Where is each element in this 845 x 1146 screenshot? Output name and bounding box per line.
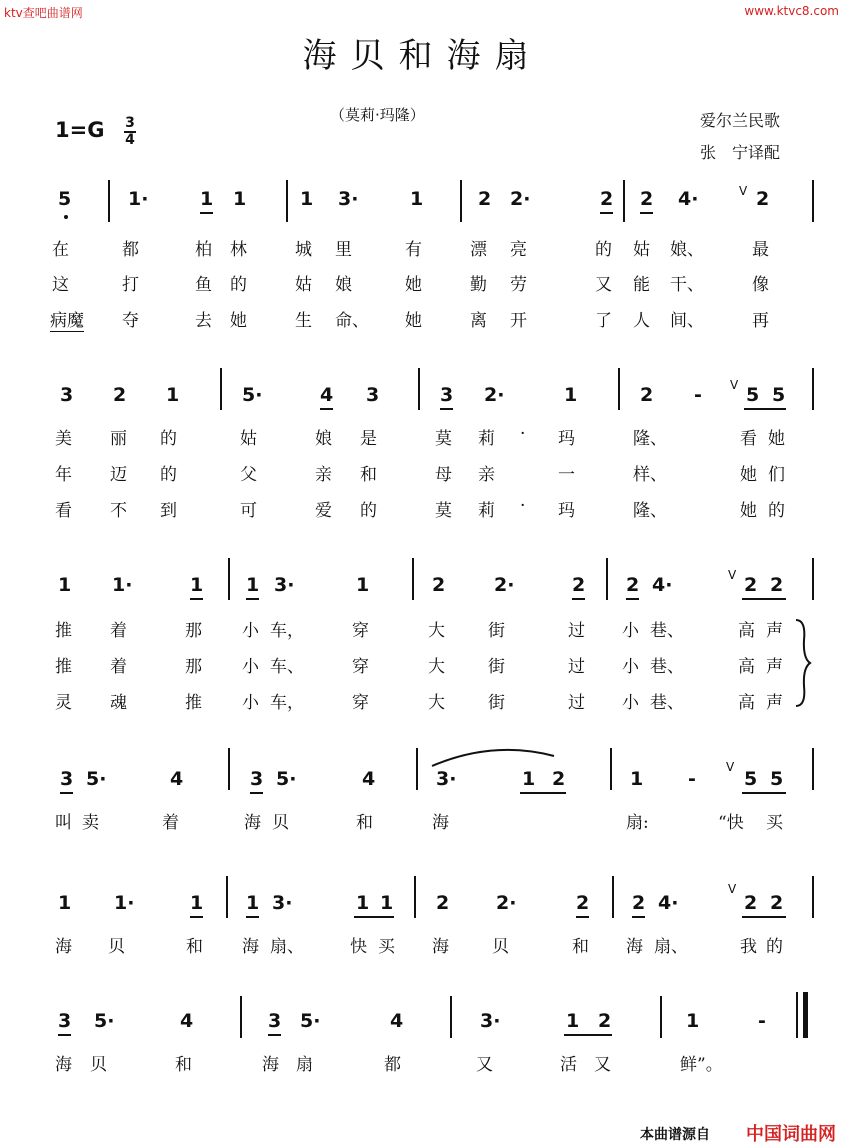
lyric: 着 [110,657,127,677]
note: 1 [246,892,260,914]
lyric: 小 [242,657,259,677]
lyric: 活 [560,1055,577,1075]
lyric: 过 [568,693,585,713]
origin-credit: 爱尔兰民歌 [700,111,781,130]
lyric: 像 [752,275,769,295]
note: 5 [772,384,786,406]
lyric: 在 [52,240,69,260]
lyric: 街 [488,693,505,713]
note: 3· [338,188,359,210]
lyric: 的 [360,501,377,521]
slur [428,744,558,770]
lyric: 贝 [108,937,125,957]
note: 2 [640,188,654,210]
lyric: 开 [510,311,527,331]
lyric: 劳 [510,275,527,295]
note: 2 [632,892,646,914]
lyric: 声 [766,693,783,713]
lyric: 巷、 [650,657,684,677]
note: 3· [436,768,457,790]
note: 4· [652,574,673,596]
time-signature-unit: 4 [125,132,135,148]
lyric: 是 [360,429,377,449]
lyric: 柏 [195,240,212,260]
lyric: 着 [162,813,179,833]
lyric: 着 [110,621,127,641]
lyric: 看 [55,501,72,521]
lyric: 玛 [558,501,575,521]
note: 4· [658,892,679,914]
lyric: 的 [160,465,177,485]
lyric: 美 [55,429,72,449]
note: 1 [190,892,204,914]
lyric: 推 [185,693,202,713]
note: 3 [268,1010,282,1032]
note: 1 [300,188,314,210]
lyric: 车、 [270,657,304,677]
lyric: 高 [738,621,755,641]
lyric: 们 [768,465,785,485]
lyric: 城 [295,240,312,260]
note: 4 [320,384,334,406]
lyric: 穿 [352,621,369,641]
lyric: 大 [428,657,445,677]
note: 2 [552,768,566,790]
lyric: 的 [230,275,247,295]
lyric: 和 [572,937,589,957]
note: 2 [113,384,127,406]
note: 5· [300,1010,321,1032]
lyric: 莉 [478,429,495,449]
note: 4 [362,768,376,790]
lyric: 街 [488,621,505,641]
lyric: 姑 [295,275,312,295]
note: 4 [390,1010,404,1032]
lyric: 过 [568,657,585,677]
note: 1 [410,188,424,210]
lyric: 扇: [626,813,649,833]
lyric: 再 [752,311,769,331]
key-signature: 1=G [55,118,105,142]
note: 1 [566,1010,580,1032]
note: 2 [572,574,586,596]
lyric: 的 [595,240,612,260]
note: 1 [356,892,370,914]
note: 2 [598,1010,612,1032]
lyric: 她 [405,275,422,295]
lyric: 都 [384,1055,401,1075]
note: 1 [522,768,536,790]
lyric: 都 [122,240,139,260]
lyric: 能 [633,275,650,295]
note: - [694,384,702,406]
lyric: 车， [270,693,304,713]
footer-source: 本曲谱源自 [640,1127,710,1143]
lyric: 过 [568,621,585,641]
note: 3 [250,768,264,790]
lyric: 可 [240,501,257,521]
lyric: 和 [360,465,377,485]
lyric: 小 [622,693,639,713]
note: - [688,768,696,790]
lyric: 干、 [670,275,704,295]
note: 1 [380,892,394,914]
note: 1 [233,188,247,210]
note: 1· [112,574,133,596]
note: 2· [510,188,531,210]
lyric: 鱼 [195,275,212,295]
note: 3· [272,892,293,914]
note: 3 [440,384,454,406]
note: 1 [686,1010,700,1032]
time-signature-beats: 3 [125,115,135,131]
note: 1 [58,574,72,596]
note: 5 [744,768,758,790]
lyric: 街 [488,657,505,677]
lyric: 推 [55,657,72,677]
lyric: 莫 [435,501,452,521]
note: 5· [86,768,107,790]
lyric: 鲜”。 [680,1055,723,1075]
lyric: 我 [740,937,757,957]
lyric: 海 [55,937,72,957]
lyric: 买 [766,813,783,833]
lyric: 勤 [470,275,487,295]
lyric: 娘 [335,275,352,295]
lyric: · [520,424,526,444]
lyric: 卖 [82,813,99,833]
note: 1 [564,384,578,406]
note: 1· [114,892,135,914]
lyric: 小 [242,621,259,641]
note: 2 [626,574,640,596]
note: 4 [170,768,184,790]
time-signature [124,116,136,148]
lyric: 夺 [122,311,139,331]
note: 2 [600,188,614,210]
note: 4 [180,1010,194,1032]
lyric: 穿 [352,693,369,713]
lyric: 大 [428,693,445,713]
lyric: 到 [160,501,177,521]
lyric: 命、 [335,311,369,331]
lyric: 人 [633,311,650,331]
lyric: 扇 [296,1055,313,1075]
note: 2 [756,188,770,210]
lyric: 娘 [315,429,332,449]
verse-brace [792,618,812,708]
lyric: 最 [752,240,769,260]
lyric: 她 [230,311,247,331]
note: 3 [60,384,74,406]
note: 5 [746,384,760,406]
lyric: 莫 [435,429,452,449]
note: 2 [744,892,758,914]
lyric: 扇、 [654,937,688,957]
lyric: 高 [738,693,755,713]
lyric: 小 [622,621,639,641]
lyric: 推 [55,621,72,641]
note: 2 [770,892,784,914]
lyric: 那 [185,657,202,677]
lyric: 那 [185,621,202,641]
lyric: 灵 [55,693,72,713]
lyric: 里 [335,240,352,260]
lyric: 巷、 [650,621,684,641]
lyric: 她 [405,311,422,331]
lyric: 海 [242,937,259,957]
lyric: 年 [55,465,72,485]
note: 3 [366,384,380,406]
note: 2· [496,892,517,914]
lyric: 去 [195,311,212,331]
lyric: 大 [428,621,445,641]
lyric: 迈 [110,465,127,485]
lyric: 了 [595,311,612,331]
lyric: 扇、 [270,937,304,957]
lyric: 病魔 [50,306,84,332]
note: 1 [200,188,214,210]
note: 1 [190,574,204,596]
final-barline [803,992,808,1038]
lyric: 小 [622,657,639,677]
note: 3· [274,574,295,596]
lyric: 娘、 [670,240,704,260]
lyric: 海 [432,813,449,833]
lyric: 海 [244,813,261,833]
note: 3 [58,1010,72,1032]
lyric: 莉 [478,501,495,521]
lyric: 一 [558,465,575,485]
lyric: 贝 [90,1055,107,1075]
lyric: 海 [432,937,449,957]
note: 2 [478,188,492,210]
lyric: 玛 [558,429,575,449]
note: 5· [276,768,297,790]
note: 4· [678,188,699,210]
lyric: 隆、 [633,501,667,521]
lyric: 离 [470,311,487,331]
note: 5· [242,384,263,406]
lyric: 母 [435,465,452,485]
song-title: 海贝和海扇 [302,36,543,76]
lyric: 姑 [633,240,650,260]
lyric: 亲 [315,465,332,485]
lyric: 姑 [240,429,257,449]
note: 1 [356,574,370,596]
lyric: 看 [740,429,757,449]
lyric: 和 [186,937,203,957]
lyric: 打 [122,275,139,295]
lyric: 的 [160,429,177,449]
lyric: 爱 [315,501,332,521]
note: 2 [432,574,446,596]
lyric: 有 [405,240,422,260]
note: - [758,1010,766,1032]
translator-credit: 张 宁译配 [700,143,781,162]
lyric: 她 [740,501,757,521]
lyric: 声 [766,621,783,641]
lyric: 海 [626,937,643,957]
lyric: 叫 [55,813,72,833]
lyric: 不 [110,501,127,521]
lyric: 又 [595,275,612,295]
lyric: 买 [378,937,395,957]
lyric: 快 [350,937,367,957]
lyric: 魂 [110,693,127,713]
lyric: 穿 [352,657,369,677]
lyric: 她 [768,429,785,449]
note: 2 [744,574,758,596]
note: 3· [480,1010,501,1032]
note: 5 [770,768,784,790]
lyric: 的 [766,937,783,957]
note: 1 [246,574,260,596]
note: 2 [640,384,654,406]
footer-site[interactable]: 中国词曲网 [746,1124,836,1145]
song-subtitle: （莫莉·玛隆） [330,106,425,124]
lyric: 样、 [633,465,667,485]
watermark-left: ktv查吧曲谱网 [4,6,83,20]
lyric: 小 [242,693,259,713]
lyric: 漂 [470,240,487,260]
lyric: 亮 [510,240,527,260]
lyric: 丽 [110,429,127,449]
lyric: 巷、 [650,693,684,713]
lyric: 海 [262,1055,279,1075]
lyric: 隆、 [633,429,667,449]
lyric: “快 [718,813,744,833]
lyric: 亲 [478,465,495,485]
lyric: 高 [738,657,755,677]
lyric: 和 [356,813,373,833]
note: 2· [484,384,505,406]
lyric: 又 [594,1055,611,1075]
note: 2 [576,892,590,914]
lyric: 和 [175,1055,192,1075]
lyric: 生 [295,311,312,331]
note: 1· [128,188,149,210]
note: 2 [436,892,450,914]
note: 2 [770,574,784,596]
note: 1 [58,892,72,914]
lyric: · [520,496,526,516]
watermark-right: www.ktvc8.com [744,4,839,18]
lyric: 父 [240,465,257,485]
note: 2· [494,574,515,596]
lyric: 声 [766,657,783,677]
lyric: 贝 [492,937,509,957]
lyric: 她 [740,465,757,485]
lyric: 林 [230,240,247,260]
note: 5· [94,1010,115,1032]
note: 1 [166,384,180,406]
lyric: 又 [476,1055,493,1075]
lyric: 海 [55,1055,72,1075]
note: 1 [630,768,644,790]
note: 3 [60,768,74,790]
note: 5 [58,188,72,210]
lyric: 间、 [670,311,704,331]
lyric: 这 [52,275,69,295]
lyric: 车， [270,621,304,641]
lyric: 贝 [272,813,289,833]
lyric: 的 [768,501,785,521]
